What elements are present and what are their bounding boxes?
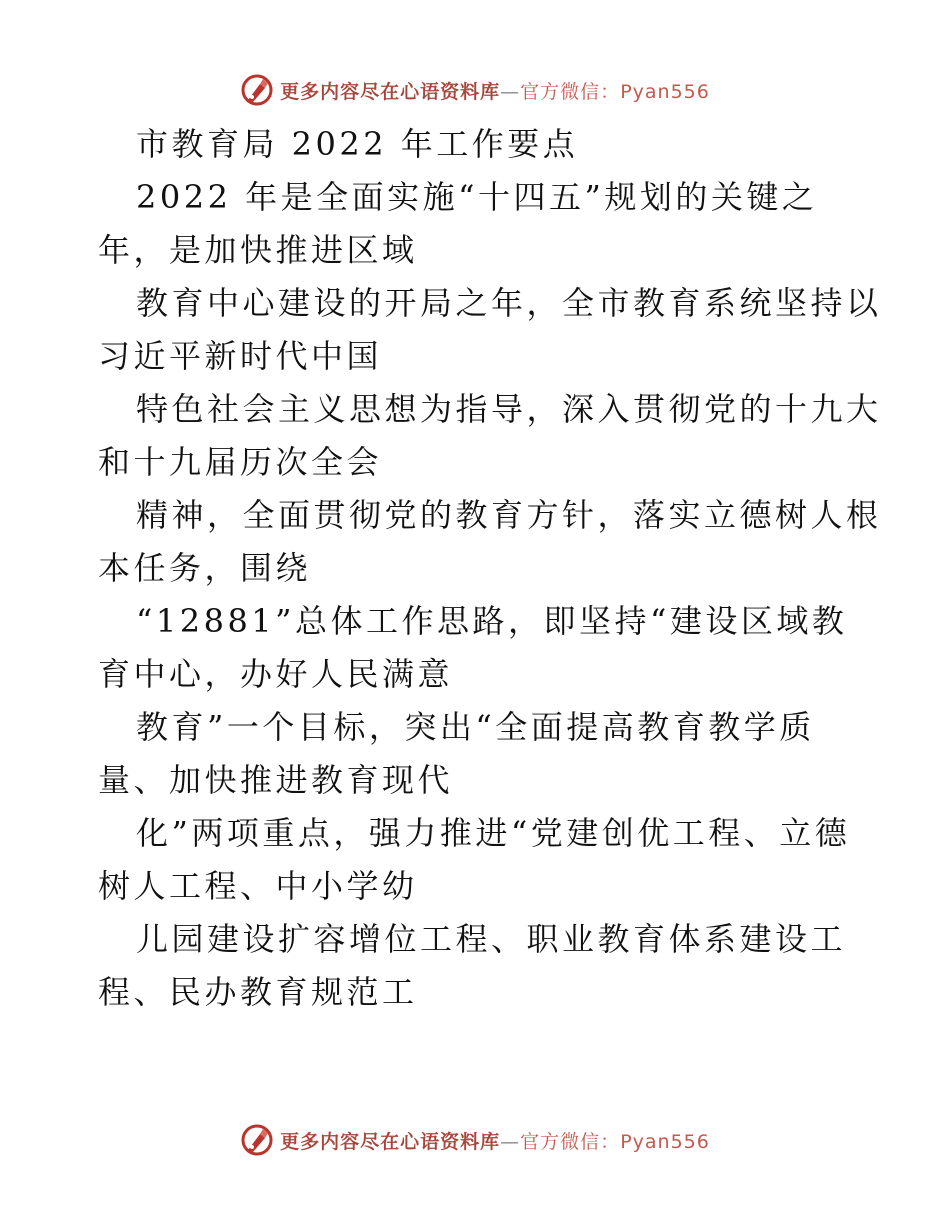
document-line: 特色社会主义思想为指导，深入贯彻党的十九大 [136,390,882,428]
document-line: 教育”一个目标，突出“全面提高教育教学质 [136,708,815,746]
banner-wechat-id: Pyan556 [620,80,710,103]
banner-wechat-label: 官方微信： [520,1130,621,1153]
banner-title: 更多内容尽在心语资料库 [280,80,501,103]
document-line: 育中心，办好人民满意 [98,655,454,693]
banner-separator: — [500,80,521,103]
document-line: 本任务，围绕 [98,549,312,587]
document-line: 年，是加快推进区域 [98,231,418,269]
footer-banner [0,1120,950,1160]
banner-wechat-id: Pyan556 [620,1130,710,1153]
pen-logo-icon [240,73,274,107]
document-line: 习近平新时代中国 [98,337,383,375]
banner-wechat-label: 官方微信： [520,80,621,103]
document-line: 教育中心建设的开局之年，全市教育系统坚持以 [136,284,882,322]
banner-title: 更多内容尽在心语资料库 [280,1130,501,1153]
document-line: 儿园建设扩容增位工程、职业教育体系建设工 [136,920,847,958]
document-line: 和十九届历次全会 [98,443,383,481]
document-body [98,118,882,1019]
document-line: 市教育局 2022 年工作要点 [136,125,579,163]
document-line: 精神，全面贯彻党的教育方针，落实立德树人根 [136,496,882,534]
document-line: 量、加快推进教育现代 [98,761,454,799]
document-line: “12881”总体工作思路，即坚持“建设区域教 [136,602,848,640]
document-line: 程、民办教育规范工 [98,973,418,1011]
document-line: 2022 年是全面实施“十四五”规划的关键之 [136,178,818,216]
banner-separator: — [500,1130,521,1153]
header-banner [0,70,950,110]
document-line: 树人工程、中小学幼 [98,867,418,905]
pen-logo-icon [240,1123,274,1157]
document-line: 化”两项重点，强力推进“党建创优工程、立德 [136,814,851,852]
